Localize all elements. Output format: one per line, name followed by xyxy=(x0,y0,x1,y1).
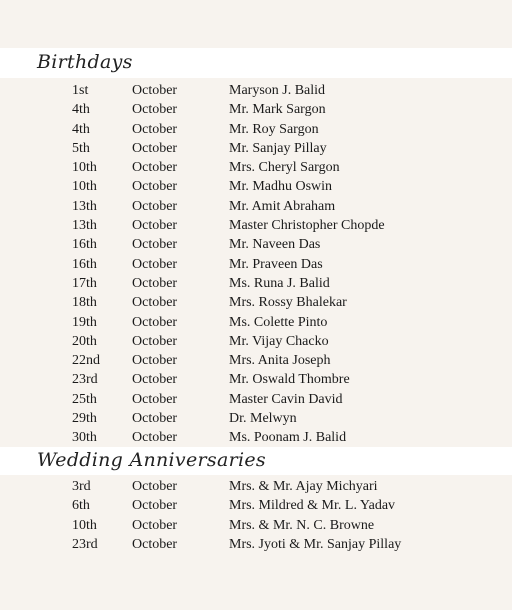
couple-name: Mrs. & Mr. N. C. Browne xyxy=(229,517,375,533)
list-item xyxy=(0,197,512,216)
birthdays-title: Birthdays xyxy=(37,51,133,73)
person-name: Maryson J. Balid xyxy=(229,83,326,98)
month: October xyxy=(132,179,178,195)
list-item xyxy=(0,81,512,100)
person-name: Mrs. Anita Joseph xyxy=(229,353,331,369)
day: 30th xyxy=(72,430,97,446)
month: October xyxy=(132,102,178,118)
month: October xyxy=(132,333,178,349)
day: 10th xyxy=(72,517,97,533)
day: 25th xyxy=(72,391,97,407)
day: 10th xyxy=(72,160,97,176)
month: October xyxy=(132,83,178,98)
day: 22nd xyxy=(72,353,100,369)
month: October xyxy=(132,295,178,311)
day: 6th xyxy=(72,498,90,514)
person-name: Master Cavin David xyxy=(229,391,343,407)
person-name: Mr. Oswald Thombre xyxy=(229,372,350,388)
day: 5th xyxy=(72,140,90,156)
person-name: Mr. Mark Sargon xyxy=(229,102,326,118)
day: 18th xyxy=(72,295,97,311)
couple-name: Mrs. & Mr. Ajay Michyari xyxy=(229,479,378,494)
anniversaries-header-band xyxy=(0,447,512,475)
list-item xyxy=(0,293,512,312)
month: October xyxy=(132,430,178,446)
month: October xyxy=(132,498,178,514)
month: October xyxy=(132,237,178,253)
day: 20th xyxy=(72,333,97,349)
person-name: Master Christopher Chopde xyxy=(229,218,385,234)
list-item xyxy=(0,516,512,535)
list-item xyxy=(0,428,512,447)
day: 23rd xyxy=(72,536,98,552)
month: October xyxy=(132,140,178,156)
day: 23rd xyxy=(72,372,98,388)
list-item xyxy=(0,409,512,428)
list-item xyxy=(0,216,512,235)
list-item xyxy=(0,535,512,554)
person-name: Mr. Madhu Oswin xyxy=(229,179,333,195)
person-name: Ms. Poonam J. Balid xyxy=(229,430,347,446)
person-name: Dr. Melwyn xyxy=(229,411,297,427)
list-item xyxy=(0,332,512,351)
month: October xyxy=(132,372,178,388)
couple-name: Mrs. Mildred & Mr. L. Yadav xyxy=(229,498,396,514)
month: October xyxy=(132,275,178,291)
day: 16th xyxy=(72,237,97,253)
day: 3rd xyxy=(72,479,91,494)
person-name: Mrs. Rossy Bhalekar xyxy=(229,295,347,311)
list-item xyxy=(0,313,512,332)
list-item xyxy=(0,390,512,409)
day: 13th xyxy=(72,218,97,234)
month: October xyxy=(132,314,178,330)
month: October xyxy=(132,121,178,137)
month: October xyxy=(132,198,178,214)
person-name: Mr. Amit Abraham xyxy=(229,198,336,214)
person-name: Mr. Naveen Das xyxy=(229,237,321,253)
month: October xyxy=(132,411,178,427)
birthdays-list xyxy=(0,81,512,448)
person-name: Ms. Runa J. Balid xyxy=(229,275,330,291)
day: 4th xyxy=(72,102,90,118)
month: October xyxy=(132,391,178,407)
anniversaries-title: Wedding Anniversaries xyxy=(37,449,266,471)
month: October xyxy=(132,256,178,272)
day: 29th xyxy=(72,411,97,427)
list-item xyxy=(0,274,512,293)
month: October xyxy=(132,353,178,369)
person-name: Mr. Praveen Das xyxy=(229,256,323,272)
person-name: Mrs. Cheryl Sargon xyxy=(229,160,340,176)
anniversaries-list xyxy=(0,477,512,554)
day: 4th xyxy=(72,121,90,137)
list-item xyxy=(0,139,512,158)
list-item xyxy=(0,100,512,119)
month: October xyxy=(132,218,178,234)
list-item xyxy=(0,370,512,389)
list-item xyxy=(0,496,512,515)
day: 19th xyxy=(72,314,97,330)
list-item xyxy=(0,235,512,254)
couple-name: Mrs. Jyoti & Mr. Sanjay Pillay xyxy=(229,536,402,552)
person-name: Mr. Vijay Chacko xyxy=(229,333,329,349)
list-item xyxy=(0,255,512,274)
month: October xyxy=(132,479,178,494)
month: October xyxy=(132,536,178,552)
day: 10th xyxy=(72,179,97,195)
day: 13th xyxy=(72,198,97,214)
day: 17th xyxy=(72,275,97,291)
person-name: Ms. Colette Pinto xyxy=(229,314,328,330)
birthdays-header-band xyxy=(0,48,512,78)
list-item xyxy=(0,158,512,177)
list-item xyxy=(0,351,512,370)
person-name: Mr. Sanjay Pillay xyxy=(229,140,327,156)
list-item xyxy=(0,120,512,139)
list-item xyxy=(0,177,512,196)
month: October xyxy=(132,160,178,176)
day: 1st xyxy=(72,83,89,98)
day: 16th xyxy=(72,256,97,272)
list-item xyxy=(0,477,512,496)
person-name: Mr. Roy Sargon xyxy=(229,121,319,137)
month: October xyxy=(132,517,178,533)
